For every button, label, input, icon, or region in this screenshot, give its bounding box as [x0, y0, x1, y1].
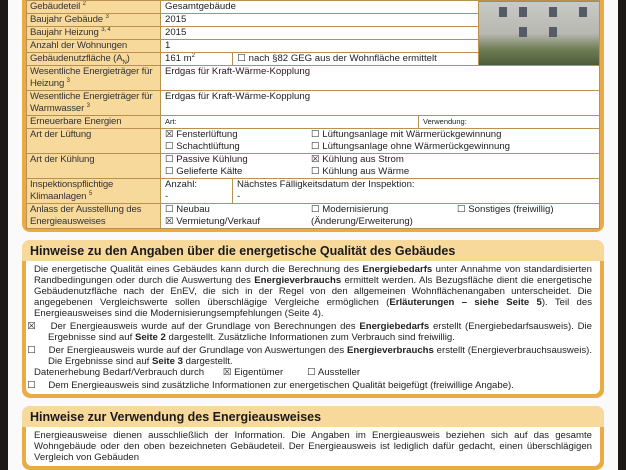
item-text — [48, 345, 592, 367]
item-text — [48, 321, 592, 343]
value: 2015 — [161, 14, 479, 27]
checkbox-icon: ☐ — [237, 53, 246, 64]
bold-text: Seite 3 — [152, 356, 183, 367]
label: Wesentliche Energieträger für Warmwasser — [30, 91, 153, 114]
value: Erdgas für Kraft-Wärme-Kopplung — [161, 66, 600, 91]
bold-text: Energiebedarfs — [362, 264, 433, 275]
text: ). Teil des Energieausweises sind die Modernisierungsempfehlungen (Seite 4). — [34, 297, 592, 319]
checkbox-icon: ☒ — [27, 321, 36, 332]
label: Baujahr Gebäude — [30, 14, 103, 25]
option-label: nach §82 GEG aus der Wohnfläche ermittelt — [248, 53, 437, 64]
checkbox-option[interactable]: ☐ Schachtlüftung — [165, 141, 240, 152]
checkbox-option[interactable]: ☐ Lüftungsanlage ohne Wärmerückgewinnung — [311, 141, 511, 152]
checkbox-option[interactable]: ☒ Fensterlüftung — [165, 129, 238, 140]
label: Art der Lüftung — [27, 129, 161, 154]
value: 1 — [161, 40, 479, 53]
intro-paragraph — [34, 264, 592, 319]
checkbox-option[interactable]: ☐ Kühlung aus Wärme — [311, 166, 410, 177]
verwendung-label: Verwendung: — [423, 117, 467, 126]
quality-notes-section — [22, 240, 604, 398]
bold-text: Energieverbrauchs — [346, 345, 434, 356]
art-label: Art: — [161, 116, 419, 128]
ventilation-options — [165, 129, 595, 153]
checkbox-option[interactable]: ☐ Sonstiges (freiwillig) — [457, 204, 554, 215]
section-title: Hinweise zu den Angaben über die energetische Qualität des Gebäudes — [22, 240, 604, 261]
text: Die energetische Qualität eines Gebäudes kann durch die Berechnung des — [34, 264, 363, 275]
checkbox-bedarf[interactable] — [27, 321, 592, 343]
option-label: Eigentümer — [234, 367, 284, 378]
text: erstellt (Energiebedarfsausweis). Die Ergebnisse sind auf — [48, 321, 592, 343]
checkbox-option[interactable] — [233, 53, 479, 66]
value: Gesamtgebäude — [161, 1, 479, 14]
datenerhebung-label: Datenerhebung Bedarf/Verbrauch durch — [34, 367, 205, 378]
label: Wesentliche Energieträger für Heizung — [30, 66, 153, 89]
label: Gebäudenutzfläche (A — [30, 53, 123, 64]
checkbox-verbrauch[interactable] — [27, 345, 592, 367]
footnote: 3, 4 — [101, 26, 111, 33]
checkbox-option[interactable]: ☐ Modernisierung (Änderung/Erweiterung) — [311, 204, 413, 227]
label: Baujahr Heizung — [30, 27, 99, 38]
footnote: 2 — [82, 0, 86, 7]
footnote: 3 — [86, 102, 90, 109]
anzahl-label: Anzahl: — [165, 179, 197, 190]
checkbox-option[interactable]: ☐ Lüftungsanlage mit Wärmerückgewinnung — [311, 129, 502, 140]
text: unter Annahme von standardisierten Randbedingungen oder durch die Auswertung des — [34, 264, 592, 286]
bold-text: Energieverbrauchs — [254, 275, 342, 286]
checkbox-icon: ☐ — [27, 380, 36, 391]
cooling-options — [165, 154, 595, 178]
checkbox-icon: ☐ — [27, 345, 36, 356]
checkbox-icon: ☒ — [222, 367, 232, 378]
footnote: 5 — [88, 190, 93, 197]
text: erstellt (Energieverbrauchsausweis). Die Ergebnisse sind auf — [48, 345, 592, 367]
datum-label: Nächstes Fälligkeitsdatum der Inspektion: — [237, 179, 415, 190]
text: dargestellt. — [182, 356, 233, 367]
checkbox-option[interactable]: ☒ Vermietung/Verkauf — [165, 216, 260, 227]
building-data-section — [22, 0, 604, 232]
usage-notes-section — [22, 406, 604, 470]
label: Anlass der Ausstellung des Energieausweises — [27, 204, 161, 229]
bold-text: Seite 2 — [134, 332, 166, 343]
building-photo — [479, 1, 600, 66]
checkbox-option[interactable]: ☐ Passive Kühlung — [165, 154, 248, 165]
text: Der Energieausweis wurde auf der Grundlage von Auswertungen des — [48, 345, 347, 356]
label: Art der Kühlung — [27, 154, 161, 179]
document-page — [8, 0, 618, 470]
footnote: 3 — [66, 77, 70, 84]
value: 161 m — [165, 53, 192, 64]
checkbox-eigentuemer[interactable] — [223, 367, 283, 378]
checkbox-aussteller[interactable] — [307, 367, 360, 378]
checkbox-option[interactable]: ☐ Gelieferte Kälte — [165, 166, 243, 177]
subscript: N — [122, 59, 127, 66]
label: Erneuerbare Energien — [27, 116, 161, 129]
value: Erdgas für Kraft-Wärme-Kopplung — [161, 91, 600, 116]
bold-text: Energiebedarfs — [359, 321, 430, 332]
anzahl-value: - — [165, 191, 169, 202]
section-title: Hinweise zur Verwendung des Energieausweises — [22, 406, 604, 427]
footnote: 3 — [105, 13, 109, 20]
item-text: Dem Energieausweis sind zusätzliche Informationen zur energetischen Qualität beigefügt (freiwillige Angabe). — [48, 380, 514, 391]
usage-paragraph: Energieausweise dienen ausschließlich der Information. Die Angaben im Energieausweis beziehen sich auf das gesamte Wohngebäude oder den oben bezeichneten Gebäudeteil. Der Energieausweis ist lediglich dafür gedacht, einen überschlägigen Vergleich von Gebäuden — [34, 430, 592, 463]
checkbox-icon: ☐ — [307, 367, 316, 378]
checkbox-option[interactable]: ☐ Neubau — [165, 204, 210, 215]
bold-text: Erläuterungen – siehe Seite 5 — [389, 297, 542, 308]
datum-value: - — [237, 191, 241, 202]
occasion-options — [165, 204, 595, 228]
label: Inspektionspflichtige Klimaanlagen — [30, 179, 114, 202]
checkbox-zusatzinfo[interactable] — [27, 380, 592, 391]
text: Der Energieausweis wurde auf der Grundlage von Berechnungen des — [50, 321, 360, 332]
label: Gebäudeteil — [30, 1, 81, 12]
option-label: Aussteller — [317, 367, 361, 378]
checkbox-option[interactable]: ☒ Kühlung aus Strom — [311, 154, 404, 165]
value: 2015 — [161, 27, 479, 40]
label: Anzahl der Wohnungen — [27, 40, 161, 53]
unit-sup: 2 — [191, 52, 196, 59]
text: ermittelt werden. Als Bezugsfläche dient die energetische Gebäudenutzfläche nach der EnEV, die sich in der Regel von den allgemeinen Wohnflächenangaben unterscheidet. Die angegebenen Vergleichswerte sollen überschlägige Vergleiche ermöglichen ( — [34, 275, 592, 308]
text: dargestellt. Zusätzliche Informationen zum Verbrauch sind freiwillig. — [165, 332, 455, 343]
building-data-table — [26, 0, 600, 229]
label-end: ) — [126, 53, 130, 64]
